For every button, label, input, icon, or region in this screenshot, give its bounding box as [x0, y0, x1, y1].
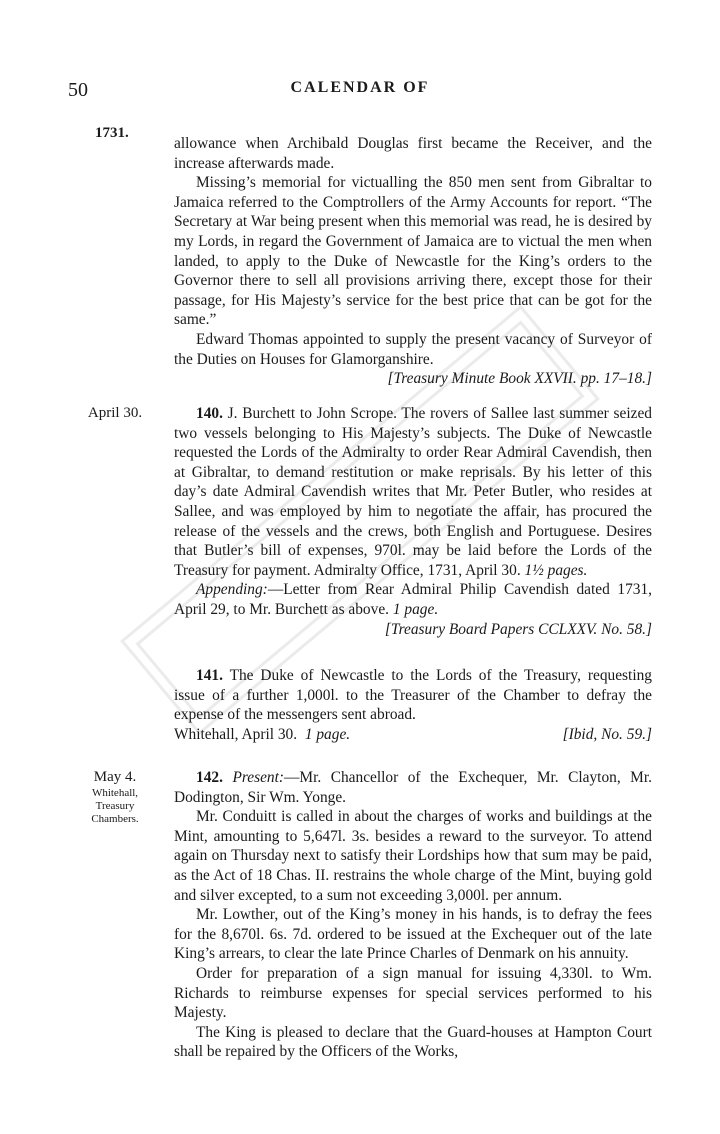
- closing-line: [174, 725, 350, 745]
- appending-text: —Letter from Rear Admiral Philip Cavendish dated 1731, April 29, to Mr. Burchett as above.: [174, 581, 652, 618]
- margin-date-142: [70, 768, 160, 826]
- paragraph: The King is pleased to declare that the Guard-houses at Hampton Court shall be repaired by the Officers of the Works,: [174, 1023, 652, 1061]
- entry-text: [174, 666, 652, 725]
- paragraph: Mr. Conduitt is called in about the charges of works and buildings at the Mint, amounting to 5,647l. 3s. besides a reward to the surveyor. To attend again on Thursday next to satisfy their Lordships how that sum may be paid, as the Act of 18 Chas. II. restrains the whole charge of the Mint, buying gold and silver excepted, to a sum not exceeding 3,000l. per annum.: [174, 808, 652, 904]
- paragraph: Missing’s memorial for victualling the 850 men sent from Gibraltar to Jamaica referred to the Comptrollers of the Army Accounts for report. “The Secretary at War being present when this memorial was read, he is desired by my Lords, in regard the Government of Jamaica are to victual the men when landed, to apply to the Duke of Newcastle for the King’s orders to the Governor there to sell all provisions arriving there, except those for their passage, for His Majesty’s service for the best price that can be got for the same.”: [174, 174, 652, 329]
- source-reference: [Treasury Board Papers CCLXXV. No. 58.]: [384, 620, 652, 638]
- entry-number: 141.: [196, 667, 223, 684]
- margin-place: Treasury: [95, 800, 135, 812]
- present-text: —Mr. Chancellor of the Exchequer, Mr. Clayton, Mr. Dodington, Sir Wm. Yonge.: [174, 769, 652, 806]
- margin-place: Chambers.: [91, 813, 139, 825]
- page-count: 1 page.: [392, 600, 439, 618]
- entry-body: The Duke of Newcastle to the Lords of the Treasury, requesting issue of a further 1,000l. to the Treasurer of the Chamber to defray the expense of the messengers sent abroad.: [174, 667, 652, 724]
- entry-140: [174, 404, 652, 639]
- entry-141: [174, 666, 652, 744]
- entry-body: J. Burchett to John Scrope. The rovers of Sallee last summer seized two vessels belonging to His Majesty’s subjects. The Duke of Newcastle requested the Lords of the Admiralty to order Rear Admiral Cavendish, then at Gibraltar, to demand restitution or make reprisals. By his letter of this day’s date Admiral Cavendish writes that Mr. Peter Butler, who resides at Sallee, and was employed by him to negotiate the affair, has procured the release of the vessels and the crews, both English and Portuguese. Desires that Butler’s bill of expenses, 970l. may be laid before the Lords of the Treasury for payment. Admiralty Office, 1731, April 30.: [174, 405, 652, 579]
- paragraph: allowance when Archibald Douglas first became the Receiver, and the increase afterwards made.: [174, 135, 652, 172]
- source-reference: [Ibid, No. 59.]: [562, 725, 652, 743]
- entry-continuation: [174, 134, 652, 389]
- paragraph: Order for preparation of a sign manual for issuing 4,330l. to Wm. Richards to reimburse expenses for special services performed to his Majesty.: [174, 964, 652, 1022]
- appending-label: Appending:: [196, 581, 268, 599]
- margin-year: 1731.: [95, 125, 129, 141]
- source-reference: [Treasury Minute Book XXVII. pp. 17–18.]: [387, 370, 652, 388]
- page-count: 1 page.: [304, 725, 351, 743]
- entry-text: [174, 404, 652, 580]
- page-number: 50: [68, 79, 88, 101]
- entry-text: [174, 768, 652, 807]
- margin-place: Whitehall,: [91, 787, 139, 799]
- margin-date: May 4.: [93, 769, 137, 785]
- entry-number: 140.: [196, 405, 223, 422]
- entry-number: 142.: [196, 769, 223, 786]
- paragraph: Mr. Lowther, out of the King’s money in his hands, is to defray the fees for the 8,670l. 6s. 7d. ordered to be issued at the Exchequer out of the late King’s arrears, to clear the late Prince Charles of Denmark on his annuity.: [174, 906, 652, 963]
- entry-footer: [174, 725, 652, 745]
- margin-date-140: April 30.: [87, 405, 143, 421]
- paragraph: Edward Thomas appointed to supply the present vacancy of Surveyor of the Duties on Houses for Glamorganshire.: [174, 330, 652, 368]
- appending-note: [174, 580, 652, 619]
- running-title: CALENDAR OF: [290, 79, 430, 96]
- present-label: Present:: [232, 769, 285, 786]
- page-count: 1½ pages.: [524, 561, 588, 579]
- closing-place: Whitehall, April 30.: [174, 725, 298, 743]
- entry-142: [174, 768, 652, 1062]
